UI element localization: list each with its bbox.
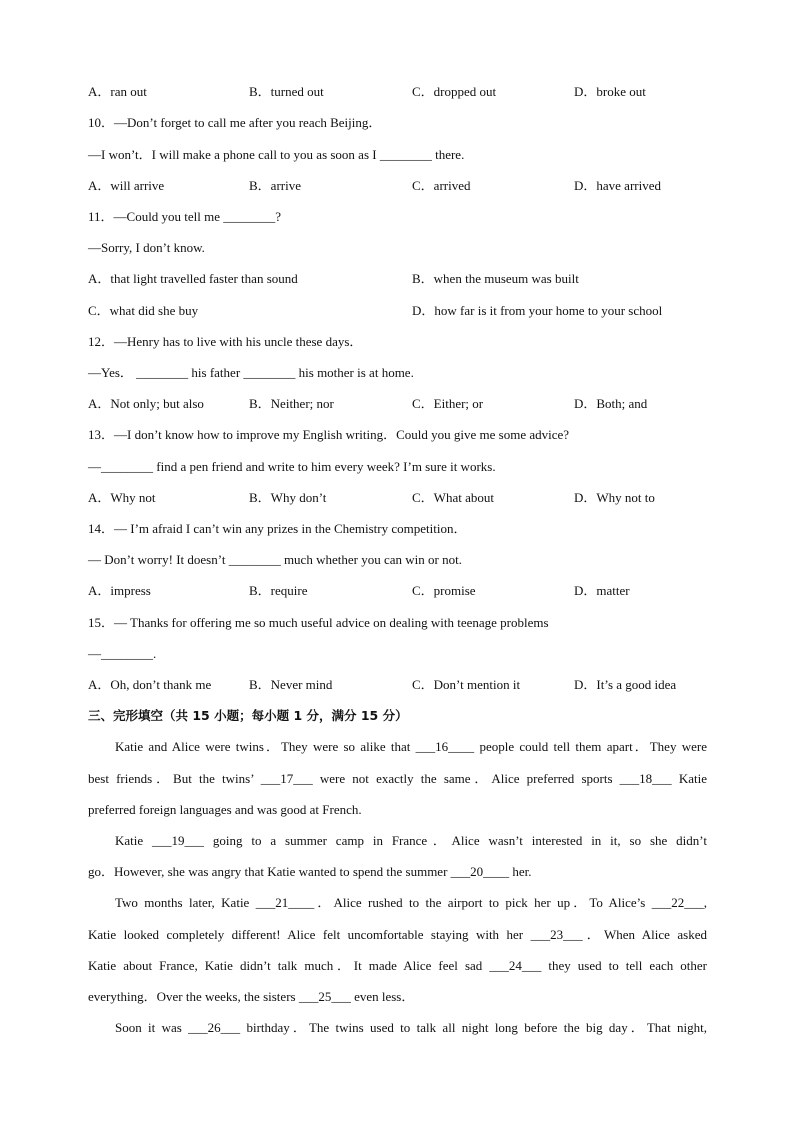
q13-option-c: C．What about	[412, 490, 494, 505]
q10-option-a: A．will arrive	[88, 178, 165, 193]
passage-p1-line1: Katie and Alice were twins．They were so alike that ___16____ people could tell them apart．They were	[115, 739, 707, 754]
section-heading: 三、完形填空（共 15 小题；每小题 1 分，满分 15 分）	[88, 708, 408, 723]
q10-option-b: B．arrive	[249, 178, 301, 193]
q15-stem: 15．— Thanks for offering me so much useful advice on dealing with teenage problems	[88, 615, 549, 630]
q10-line2: —I won’t．I will make a phone call to you as soon as I ________ there.	[88, 147, 465, 162]
q14-option-d: D．matter	[574, 583, 630, 598]
q14-option-c: C．promise	[412, 583, 476, 598]
q13-line2: —________ find a pen friend and write to him every week? I’m sure it works.	[88, 459, 496, 474]
q9-option-d: D．broke out	[574, 84, 646, 99]
q11-option-a: A．that light travelled faster than sound	[88, 271, 298, 286]
q12-stem: 12．—Henry has to live with his uncle these days．	[88, 334, 363, 349]
passage-p1-line2: best friends．But the twins’ ___17___ were not exactly the same．Alice preferred sports ___18___ Katie	[88, 771, 707, 786]
q15-line2: —________.	[88, 646, 157, 661]
q12-option-d: D．Both; and	[574, 396, 648, 411]
passage-p2-line1: Katie ___19___ going to a summer camp in France．Alice wasn’t interested in it, so she didn’t	[115, 833, 707, 848]
q15-option-b: B．Never mind	[249, 677, 333, 692]
q9-option-a: A．ran out	[88, 84, 147, 99]
q13-option-a: A．Why not	[88, 490, 156, 505]
q15-option-a: A．Oh, don’t thank me	[88, 677, 212, 692]
q11-line2: —Sorry, I don’t know.	[88, 240, 205, 255]
q11-option-b: B．when the museum was built	[412, 271, 579, 286]
q10-stem: 10．—Don’t forget to call me after you reach Beijing．	[88, 115, 382, 130]
q13-option-d: D．Why not to	[574, 490, 655, 505]
passage-p3-line2: Katie looked completely different! Alice felt uncomfortable staying with her ___23___．When Alice asked	[88, 927, 707, 942]
q12-option-a: A．Not only; but also	[88, 396, 204, 411]
q11-stem: 11．—Could you tell me ________?	[88, 209, 282, 224]
q13-option-b: B．Why don’t	[249, 490, 327, 505]
q10-option-d: D．have arrived	[574, 178, 661, 193]
q11-option-c: C．what did she buy	[88, 303, 199, 318]
q12-line2: —Yes． ________ his father ________ his mother is at home.	[88, 365, 414, 380]
q15-option-c: C．Don’t mention it	[412, 677, 521, 692]
q14-line2: — Don’t worry! It doesn’t ________ much whether you can win or not.	[88, 552, 462, 567]
q9-option-b: B．turned out	[249, 84, 324, 99]
passage-p1-line3: preferred foreign languages and was good at French.	[88, 802, 362, 817]
q10-option-c: C．arrived	[412, 178, 471, 193]
passage-p3-line1: Two months later, Katie ___21____．Alice rushed to the airport to pick her up．To Alice’s ___22___,	[115, 895, 707, 910]
q14-stem: 14．— I’m afraid I can’t win any prizes in the Chemistry competition．	[88, 521, 467, 536]
passage-p4-line1: Soon it was ___26___ birthday．The twins used to talk all night long before the big day．That night,	[115, 1020, 707, 1035]
q14-option-a: A．impress	[88, 583, 151, 598]
q12-option-c: C．Either; or	[412, 396, 484, 411]
q11-option-d: D．how far is it from your home to your school	[412, 303, 663, 318]
q14-option-b: B．require	[249, 583, 308, 598]
passage-p3-line3: Katie about France, Katie didn’t talk much．It made Alice feel sad ___24___ they used to tell each other	[88, 958, 707, 973]
q12-option-b: B．Neither; nor	[249, 396, 334, 411]
q15-option-d: D．It’s a good idea	[574, 677, 677, 692]
passage-p3-line4: everything．Over the weeks, the sisters ___25___ even less．	[88, 989, 415, 1004]
passage-p2-line2: go．However, she was angry that Katie wanted to spend the summer ___20____ her.	[88, 864, 532, 879]
q13-stem: 13．—I don’t know how to improve my English writing．Could you give me some advice?	[88, 427, 570, 442]
q9-option-c: C．dropped out	[412, 84, 497, 99]
